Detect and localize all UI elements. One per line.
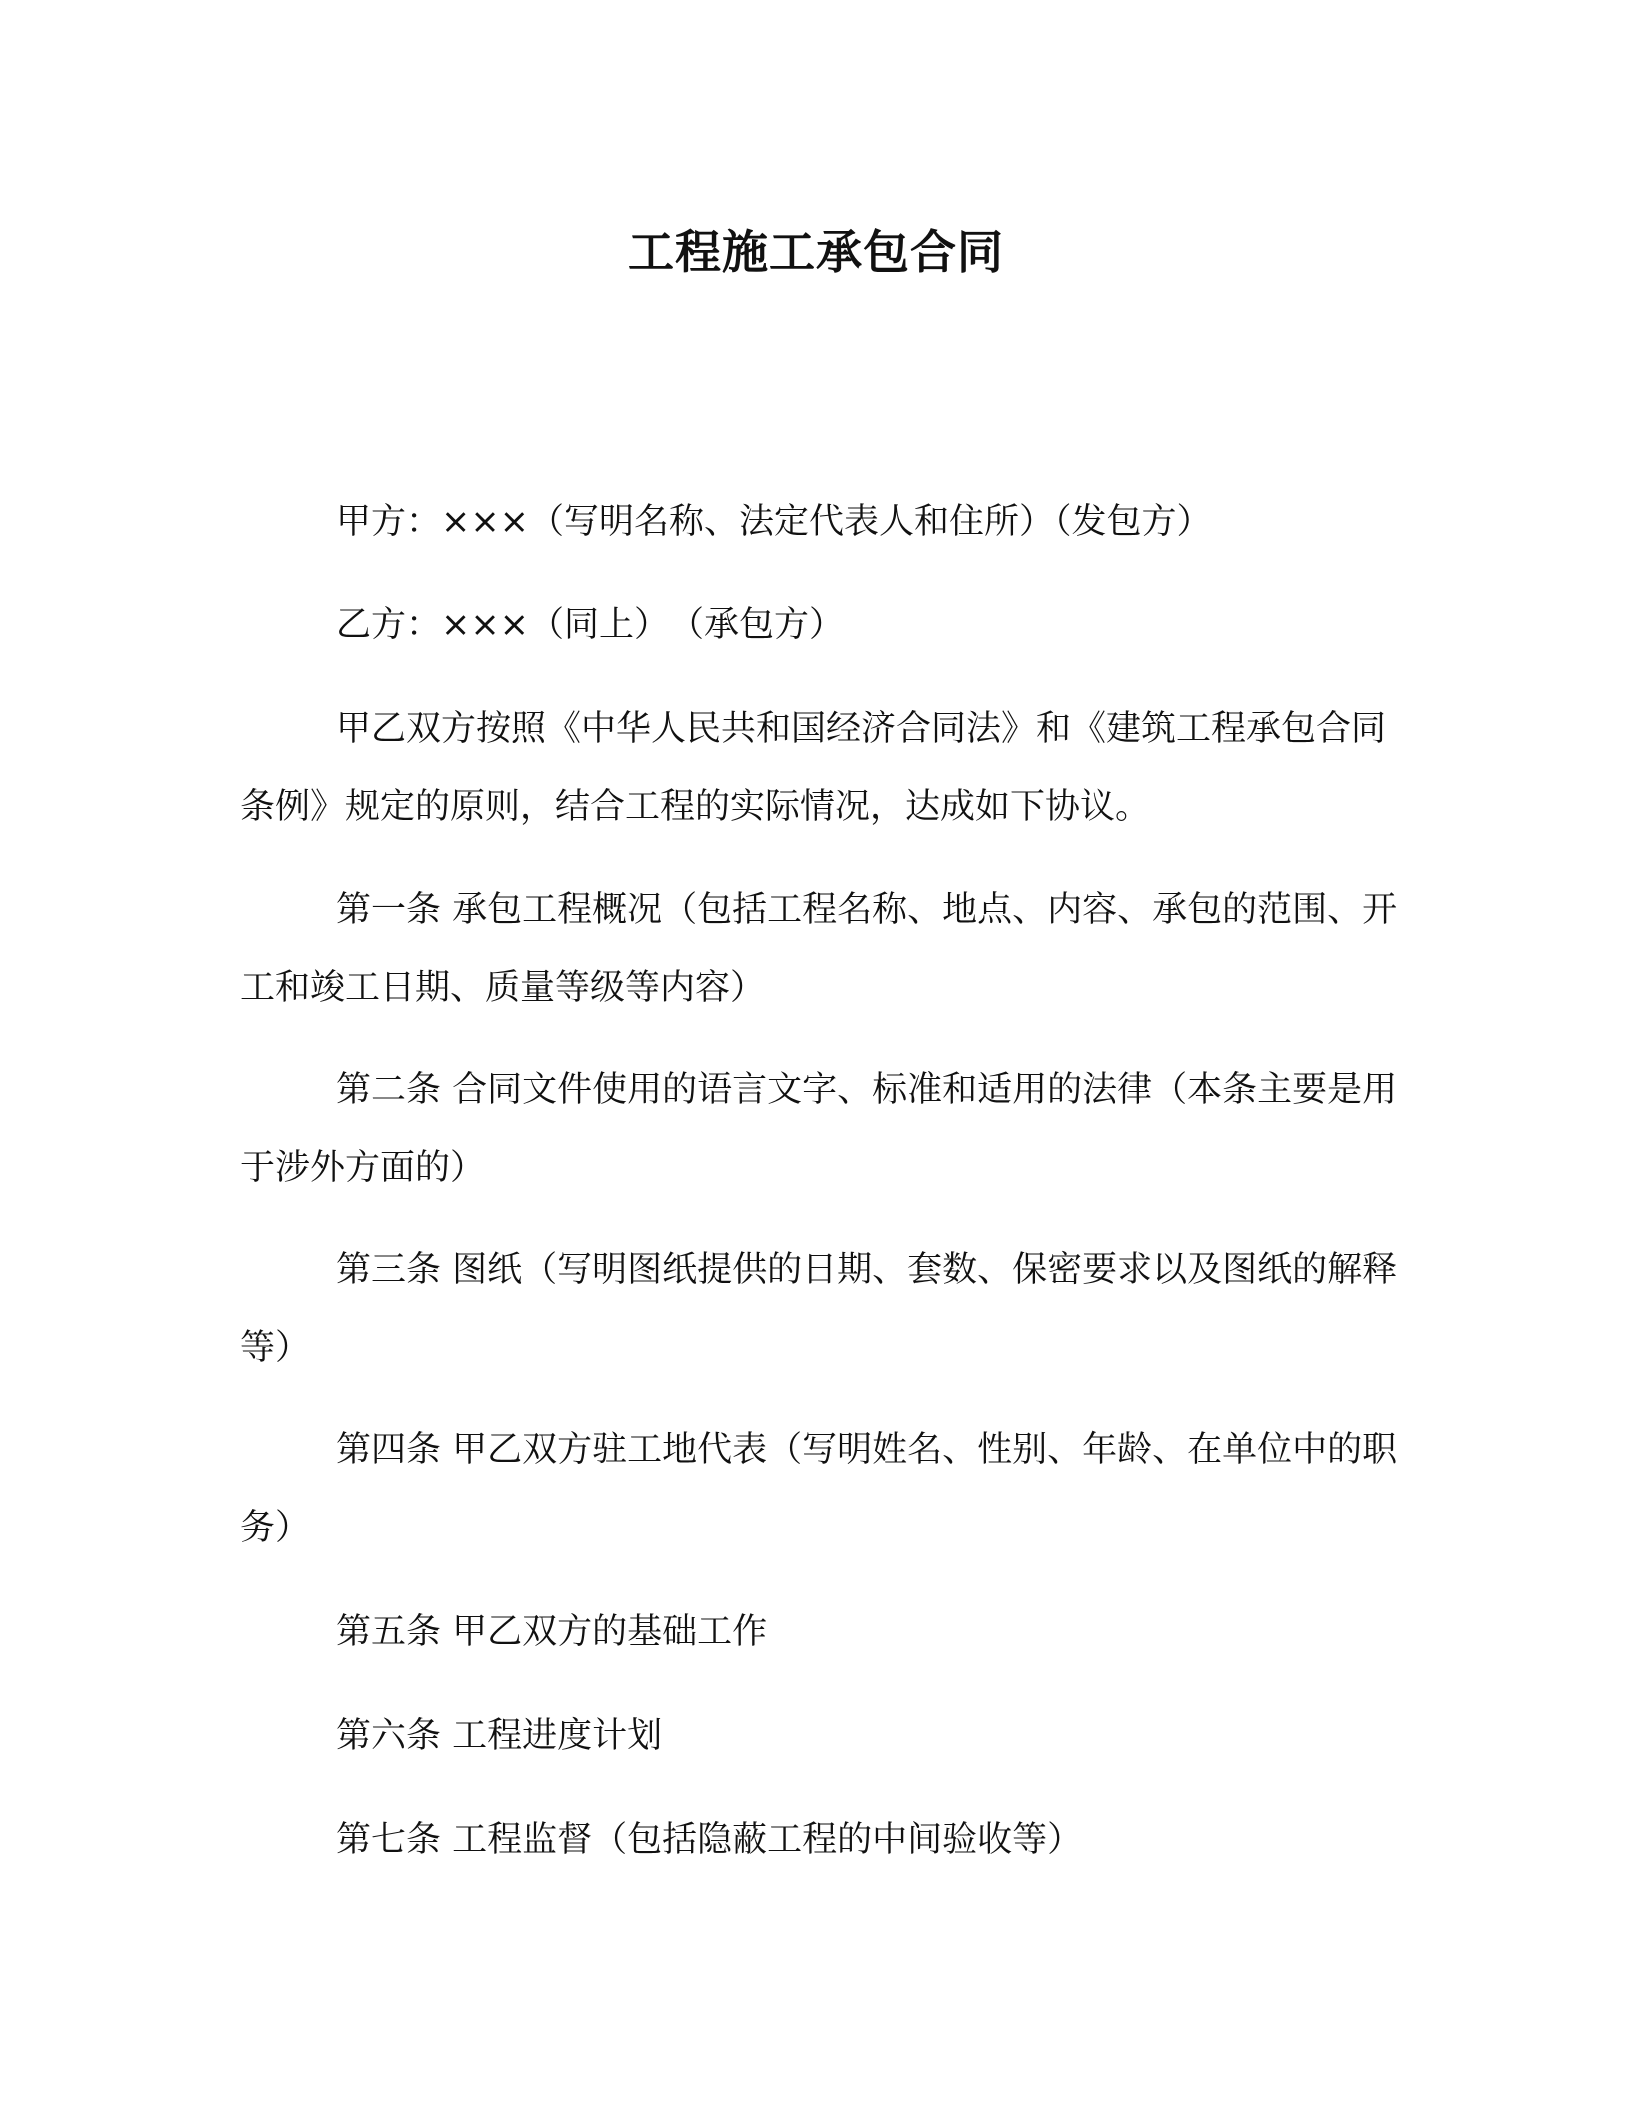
paragraph-article-3: 第三条 图纸（写明图纸提供的日期、套数、保密要求以及图纸的解释等）	[240, 1250, 1398, 1368]
paragraph-party-b: 乙方：×××（同上） （承包方）	[336, 605, 844, 645]
paragraph-article-4: 第四条 甲乙双方驻工地代表（写明姓名、性别、年龄、在单位中的职务）	[240, 1430, 1398, 1548]
paragraph-article-2: 第二条 合同文件使用的语言文字、标准和适用的法律（本条主要是用于涉外方面的）	[240, 1070, 1398, 1188]
paragraph-party-a: 甲方：×××（写明名称、法定代表人和住所）（发包方）	[336, 502, 1212, 542]
paragraph-preamble: 甲乙双方按照《中华人民共和国经济合同法》和《建筑工程承包合同条例》规定的原则，结合工程的实际情况，达成如下协议。	[240, 709, 1387, 827]
paragraph-article-1: 第一条 承包工程概况（包括工程名称、地点、内容、承包的范围、开工和竣工日期、质量等级等内容）	[240, 890, 1398, 1008]
paragraph-article-6: 第六条 工程进度计划	[336, 1716, 663, 1756]
document-title: 工程施工承包合同	[628, 225, 1004, 279]
paragraph-article-7: 第七条 工程监督（包括隐蔽工程的中间验收等）	[336, 1820, 1083, 1860]
paragraph-article-5: 第五条 甲乙双方的基础工作	[336, 1612, 768, 1652]
